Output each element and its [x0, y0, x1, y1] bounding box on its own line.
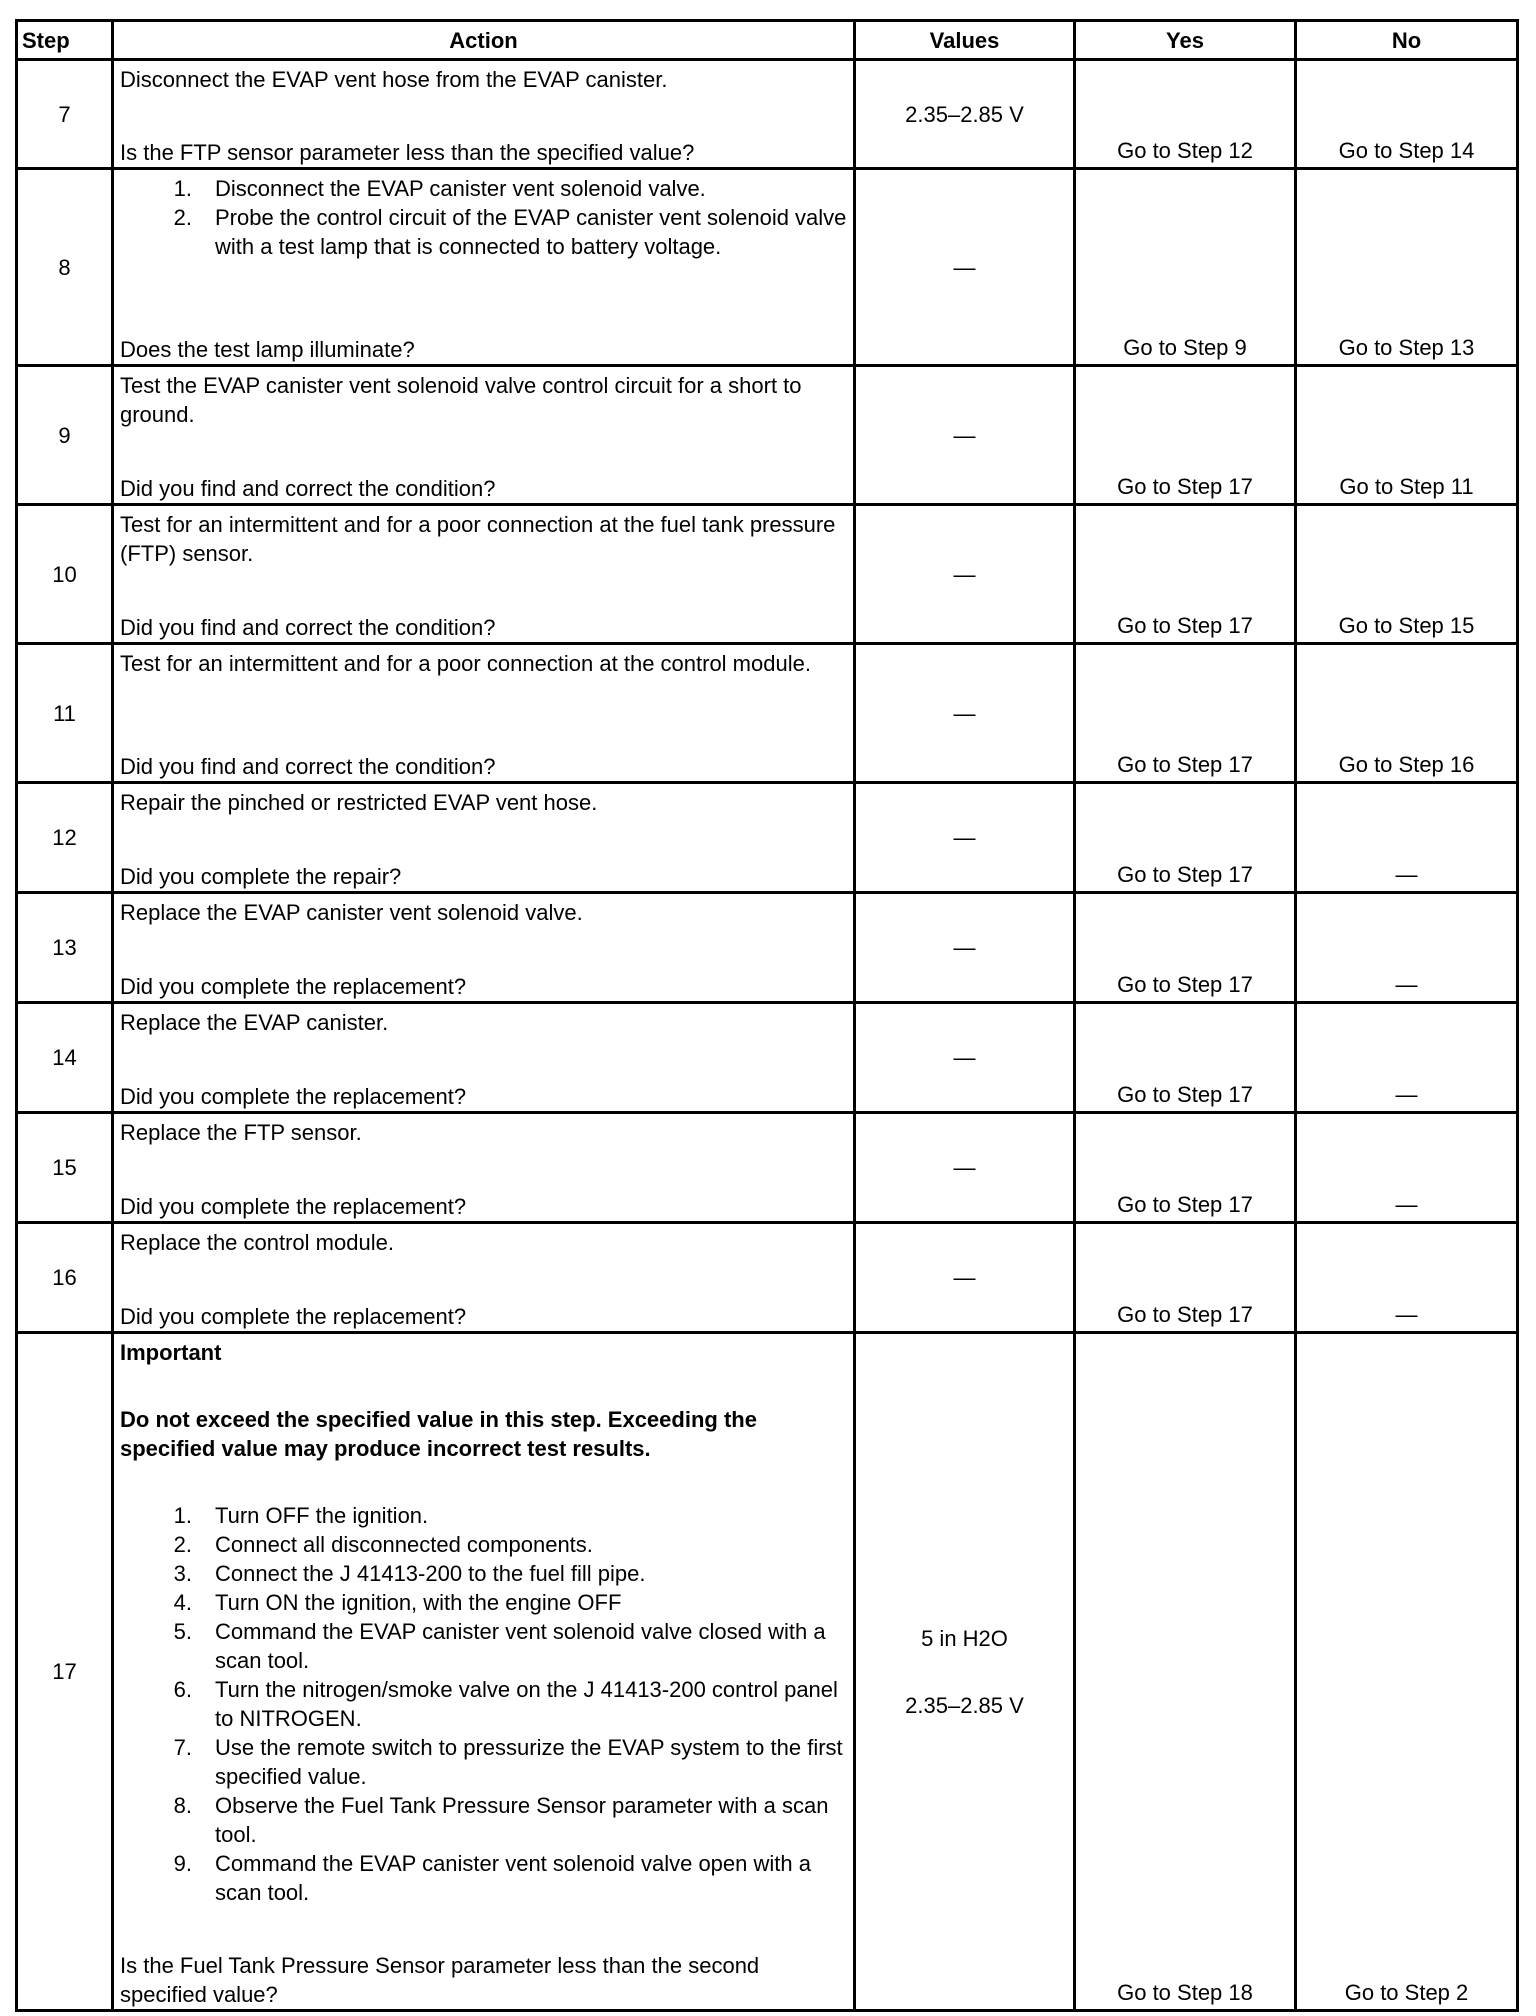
action-question: Did you complete the replacement? — [120, 974, 467, 999]
action-cell — [113, 1003, 855, 1113]
yes-cell: Go to Step 9 — [1075, 169, 1296, 366]
yes-cell: Go to Step 17 — [1075, 644, 1296, 783]
step-number: 14 — [17, 1003, 113, 1113]
action-cell — [113, 60, 855, 169]
action-text: Test for an intermittent and for a poor connection at the control module. — [120, 651, 811, 676]
action-question: Does the test lamp illuminate? — [120, 337, 415, 362]
values-cell: — — [855, 1223, 1075, 1333]
list-item: 1. Turn OFF the ignition. — [173, 1503, 429, 1528]
table-row — [17, 644, 1518, 783]
values-cell: — — [855, 1003, 1075, 1113]
table-row — [17, 366, 1518, 505]
no-cell: — — [1296, 1223, 1518, 1333]
yes-cell: Go to Step 17 — [1075, 1223, 1296, 1333]
action-question: Did you complete the replacement? — [120, 1194, 467, 1219]
list-item: 6. Turn the nitrogen/smoke valve on the J 41413-200 control panel to NITROGEN. — [173, 1677, 838, 1731]
header-action: Action — [113, 21, 855, 60]
important-text: Do not exceed the specified value in this step. Exceeding the specified value may produce incorrect test results. — [120, 1407, 757, 1461]
action-cell — [113, 783, 855, 893]
step-number: 15 — [17, 1113, 113, 1223]
no-cell: — — [1296, 893, 1518, 1003]
yes-cell: Go to Step 17 — [1075, 1003, 1296, 1113]
step-number: 10 — [17, 505, 113, 644]
important-label: Important — [120, 1340, 222, 1365]
action-text: Replace the EVAP canister vent solenoid valve. — [120, 900, 583, 925]
header-no: No — [1296, 21, 1518, 60]
list-item: 2. Connect all disconnected components. — [173, 1532, 593, 1557]
step-number: 17 — [17, 1333, 113, 2011]
step-number: 8 — [17, 169, 113, 366]
action-text: Replace the control module. — [120, 1230, 394, 1255]
values-cell: — — [855, 169, 1075, 366]
action-cell — [113, 1333, 855, 2011]
no-cell: Go to Step 13 — [1296, 169, 1518, 366]
yes-cell: Go to Step 17 — [1075, 783, 1296, 893]
values-cell: — — [855, 366, 1075, 505]
yes-cell: Go to Step 17 — [1075, 366, 1296, 505]
value-voltage: 2.35–2.85 V — [905, 1692, 1024, 1718]
action-question: Is the FTP sensor parameter less than the specified value? — [120, 140, 695, 165]
step-number: 9 — [17, 366, 113, 505]
no-cell: Go to Step 2 — [1296, 1333, 1518, 2011]
step-number: 13 — [17, 893, 113, 1003]
table-row — [17, 60, 1518, 169]
values-cell: — — [855, 783, 1075, 893]
yes-cell: Go to Step 17 — [1075, 1113, 1296, 1223]
step-number: 16 — [17, 1223, 113, 1333]
table-row — [17, 783, 1518, 893]
action-cell — [113, 1113, 855, 1223]
action-question: Did you find and correct the condition? — [120, 476, 496, 501]
table-row — [17, 1223, 1518, 1333]
step-number: 12 — [17, 783, 113, 893]
no-cell: Go to Step 14 — [1296, 60, 1518, 169]
table-row — [17, 505, 1518, 644]
no-cell: Go to Step 11 — [1296, 366, 1518, 505]
action-question: Did you complete the replacement? — [120, 1304, 467, 1329]
table-row — [17, 169, 1518, 366]
action-cell — [113, 893, 855, 1003]
action-text: Test for an intermittent and for a poor connection at the fuel tank pressure (FTP) sensor. — [120, 512, 836, 566]
action-text: Disconnect the EVAP vent hose from the EVAP canister. — [120, 67, 668, 92]
action-steps-list — [120, 174, 847, 261]
action-cell — [113, 366, 855, 505]
action-cell — [113, 644, 855, 783]
table-row — [17, 893, 1518, 1003]
diagnostic-table — [15, 19, 1519, 2012]
list-item: 3. Connect the J 41413-200 to the fuel fill pipe. — [173, 1561, 646, 1586]
action-text: Repair the pinched or restricted EVAP vent hose. — [120, 790, 598, 815]
yes-cell: Go to Step 17 — [1075, 505, 1296, 644]
list-item: 1. Disconnect the EVAP canister vent solenoid valve. — [173, 176, 706, 201]
header-row — [17, 21, 1518, 60]
action-question: Did you find and correct the condition? — [120, 615, 496, 640]
no-cell: — — [1296, 1113, 1518, 1223]
header-step: Step — [17, 21, 113, 60]
no-cell: — — [1296, 1003, 1518, 1113]
action-question: Did you complete the replacement? — [120, 1084, 467, 1109]
table-row — [17, 1113, 1518, 1223]
values-cell: 2.35–2.85 V — [855, 60, 1075, 169]
list-item: 7. Use the remote switch to pressurize the EVAP system to the first specified value. — [173, 1735, 843, 1789]
action-text: Replace the FTP sensor. — [120, 1120, 362, 1145]
no-cell: Go to Step 16 — [1296, 644, 1518, 783]
action-question: Did you find and correct the condition? — [120, 754, 496, 779]
header-yes: Yes — [1075, 21, 1296, 60]
table-row — [17, 1003, 1518, 1113]
yes-cell: Go to Step 17 — [1075, 893, 1296, 1003]
step-number: 7 — [17, 60, 113, 169]
values-cell — [855, 1333, 1075, 2011]
value-pressure: 5 in H2O — [921, 1625, 1008, 1651]
header-values: Values — [855, 21, 1075, 60]
values-cell: — — [855, 1113, 1075, 1223]
action-text: Test the EVAP canister vent solenoid valve control circuit for a short to ground. — [120, 373, 802, 427]
step-number: 11 — [17, 644, 113, 783]
no-cell: Go to Step 15 — [1296, 505, 1518, 644]
action-cell — [113, 505, 855, 644]
action-question: Is the Fuel Tank Pressure Sensor parameter less than the second specified value? — [120, 1953, 760, 2007]
yes-cell: Go to Step 12 — [1075, 60, 1296, 169]
values-cell: — — [855, 893, 1075, 1003]
list-item: 9. Command the EVAP canister vent solenoid valve open with a scan tool. — [173, 1851, 811, 1905]
action-cell — [113, 169, 855, 366]
list-item: 5. Command the EVAP canister vent solenoid valve closed with a scan tool. — [173, 1619, 826, 1673]
table-row — [17, 1333, 1518, 2011]
list-item: 2. Probe the control circuit of the EVAP canister vent solenoid valve with a test lamp that is connected to battery voltage. — [173, 205, 847, 259]
no-cell: — — [1296, 783, 1518, 893]
action-text: Replace the EVAP canister. — [120, 1010, 389, 1035]
values-cell: — — [855, 505, 1075, 644]
list-item: 4. Turn ON the ignition, with the engine OFF — [173, 1590, 622, 1615]
yes-cell: Go to Step 18 — [1075, 1333, 1296, 2011]
action-steps-list — [120, 1501, 847, 1907]
important-block — [120, 1338, 847, 1907]
list-item: 8. Observe the Fuel Tank Pressure Sensor parameter with a scan tool. — [173, 1793, 829, 1847]
action-question: Did you complete the repair? — [120, 864, 402, 889]
values-cell: — — [855, 644, 1075, 783]
action-cell — [113, 1223, 855, 1333]
